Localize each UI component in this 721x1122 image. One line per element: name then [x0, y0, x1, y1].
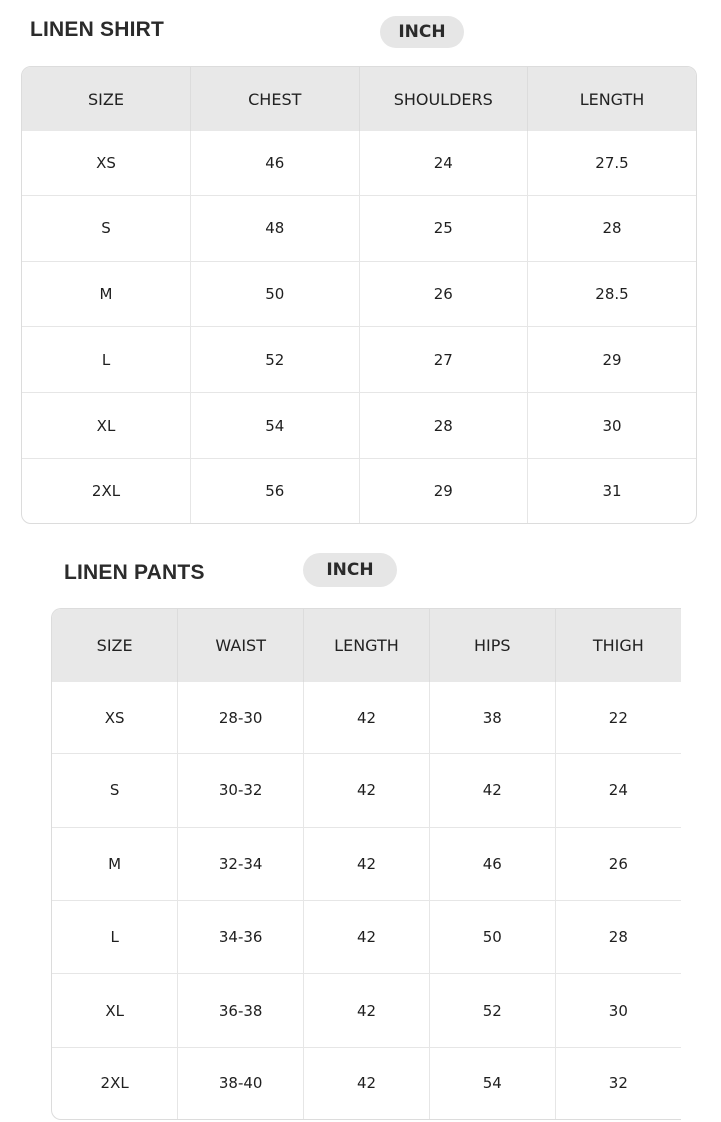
table-cell: 27.5: [595, 153, 629, 172]
table-cell: 50: [429, 900, 555, 973]
table-cell: 27: [359, 327, 528, 393]
table-cell: 30-32: [178, 754, 304, 827]
table-row: [22, 327, 696, 393]
shirt-unit-badge: INCH: [380, 16, 464, 48]
column-header-length: LENGTH: [528, 67, 697, 131]
table-cell: 28: [359, 393, 528, 459]
table-cell: S: [22, 195, 191, 261]
table-header-row: [52, 609, 681, 682]
pants-section-title: LINEN PANTS: [64, 561, 205, 584]
table-row: [22, 459, 696, 523]
pants-size-table: [51, 608, 681, 1120]
column-header-hips: HIPS: [429, 609, 555, 682]
table-cell: M: [52, 827, 178, 900]
table-cell: 42: [304, 754, 430, 827]
table-row: [22, 131, 696, 195]
table-row: [52, 754, 681, 827]
table-cell: 30: [555, 974, 681, 1047]
table-row: [52, 682, 681, 754]
table-cell: 28: [528, 195, 697, 261]
column-header-length: LENGTH: [304, 609, 430, 682]
table-row: [22, 195, 696, 261]
table-row: [52, 1047, 681, 1119]
table-cell: 32: [555, 1047, 681, 1119]
table-cell: 26: [359, 261, 528, 327]
table-cell: 42: [304, 900, 430, 973]
table-row: [22, 261, 696, 327]
table-cell: XS: [52, 682, 178, 754]
table-cell: 46: [429, 827, 555, 900]
pants-unit-badge: INCH: [303, 553, 397, 587]
table-row: [52, 900, 681, 973]
table-cell: 25: [359, 195, 528, 261]
column-header-waist: WAIST: [178, 609, 304, 682]
table-cell: 32-34: [178, 827, 304, 900]
table-cell: XS: [22, 131, 191, 195]
table-cell: 24: [359, 131, 528, 195]
table-cell: M: [22, 261, 191, 327]
table-cell: 30: [528, 393, 697, 459]
table-cell: 31: [528, 459, 697, 523]
table-cell: 29: [528, 327, 697, 393]
table-row: [22, 393, 696, 459]
table-cell: S: [52, 754, 178, 827]
table-cell: 56: [191, 459, 360, 523]
table-cell: 54: [429, 1047, 555, 1119]
table-cell: L: [22, 327, 191, 393]
table-row: [52, 827, 681, 900]
table-cell: 34-36: [178, 900, 304, 973]
table-cell: 46: [191, 131, 360, 195]
table-cell: 48: [191, 195, 360, 261]
table-cell: 38-40: [178, 1047, 304, 1119]
table-cell: 52: [429, 974, 555, 1047]
table-cell: 24: [555, 754, 681, 827]
table-cell: 29: [359, 459, 528, 523]
table-cell: 42: [304, 1047, 430, 1119]
shirt-section-title: LINEN SHIRT: [30, 18, 165, 41]
column-header-size: SIZE: [22, 67, 191, 131]
column-header-thigh: THIGH: [555, 609, 681, 682]
table-cell: 2XL: [22, 459, 191, 523]
table-cell: 26: [555, 827, 681, 900]
table-cell: 52: [191, 327, 360, 393]
table-cell: 42: [304, 682, 430, 754]
column-header-shoulders: SHOULDERS: [359, 67, 528, 131]
table-row: [52, 974, 681, 1047]
table-cell: 42: [304, 974, 430, 1047]
column-header-chest: CHEST: [191, 67, 360, 131]
table-cell: 42: [429, 754, 555, 827]
table-cell: 42: [304, 827, 430, 900]
table-cell: 2XL: [52, 1047, 178, 1119]
table-cell: 50: [191, 261, 360, 327]
column-header-size: SIZE: [52, 609, 178, 682]
table-cell: 38: [429, 682, 555, 754]
table-cell: 28: [555, 900, 681, 973]
table-cell: 36-38: [178, 974, 304, 1047]
table-cell: L: [52, 900, 178, 973]
table-cell: 28.5: [528, 261, 697, 327]
table-cell: 28-30: [178, 682, 304, 754]
table-cell: 22: [608, 708, 628, 727]
table-cell: XL: [22, 393, 191, 459]
table-header-row: [22, 67, 696, 131]
table-cell: 54: [191, 393, 360, 459]
shirt-size-table: [21, 66, 697, 524]
table-cell: XL: [52, 974, 178, 1047]
